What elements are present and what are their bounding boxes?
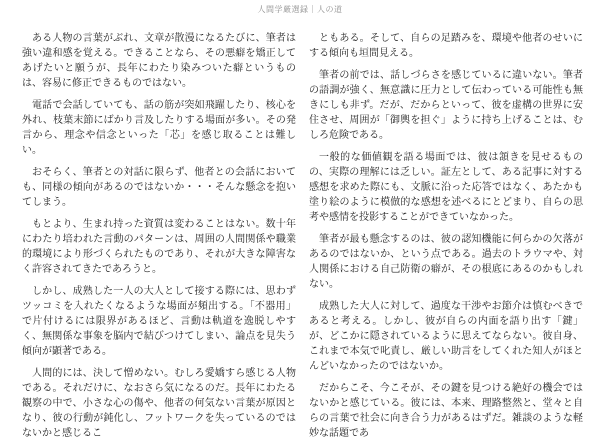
paragraph: もとより、生まれ持った資質は変わることはない。数十年にわたり培われた言動のパターンは、周囲の人間関係や職業的環境により形づくられたものであり、それが大きな障害なく許容されてきたであろうと。 [22, 219, 296, 275]
paragraph: だからこそ、今こそが、その鍵を見つける絶好の機会ではないかと感じている。彼には、本来、理路整然と、堂々と自らの言葉で社会に向き合う力があるはずだ。雑談のような軽妙な話題であ [309, 383, 583, 439]
paragraph: ともある。そして、自らの足踏みを、環境や他者のせいにする傾向も垣間見える。 [309, 33, 583, 59]
paragraph: ある人物の言葉がぶれ、文章が散漫になるたびに、筆者は強い違和感を覚える。できることなら、その悪癖を矯正してあげたいと願うが、長年にわたり染みついた癖というものは、容易に修正できるものではない。 [22, 33, 296, 89]
paragraph: しかし、成熟した一人の大人として接する際には、思わずツッコミを入れたくなるような場面が頻出する。「不器用」で片付けるには限界があるほど、言動は軌道を逸脱しやすく、無関係な事象を脳内で結びつけてしまい、論点を見失う傾向が顕著である。 [22, 286, 296, 357]
paragraph: 一般的な価値観を語る場面では、彼は頷きを見せるものの、実際の理解には乏しい。証左として、ある記事に対する感想を求めた際にも、文脈に沿った応答ではなく、あたかも塗り絵のように模倣的な感想を述べるにとどまり、自らの思考や感情を投影することができていなかった。 [309, 152, 583, 223]
page-title: 人間学厳選録｜人の道 [257, 5, 343, 14]
paragraph: 電話で会話していても、話の筋が突如飛躍したり、核心を外れ、枝葉末節にばかり言及したりする場面が多い。その発言から、理念や信念といった「芯」を感じ取ることは難しい。 [22, 100, 296, 156]
paragraph: おそらく、筆者との対話に限らず、他者との会話においても、同様の傾向があるのではないか・・・そんな懸念を抱いてしまう。 [22, 167, 296, 208]
left-column [22, 31, 296, 441]
page-header [0, 0, 600, 16]
paragraph: 成熟した大人に対して、過度な干渉やお節介は慎むべきであると考える。しかし、彼が自らの内面を語り出す「鍵」が、どこかに隠されているように思えてならない。彼自身、これまで本気で叱責し、厳しい助言をしてくれた知人がほとんどいなかったのではないか。 [309, 301, 583, 372]
paragraph: 筆者の前では、話しづらさを感じているに違いない。筆者の語調が強く、無意識に圧力として伝わっている可能性も無きにしも非ず。だが、だからといって、彼を虚構の世界に安住させ、周囲が「御輿を担ぐ」ように持ち上げることは、むしろ危険である。 [309, 70, 583, 141]
paragraph: 筆者が最も懸念するのは、彼の認知機能に何らかの欠落があるのではないか、という点である。過去のトラウマや、対人関係における自己防衛の癖が、その根底にあるのかもしれない。 [309, 234, 583, 290]
right-column [309, 31, 583, 441]
paragraph: 人間的には、決して憎めない。むしろ愛嬌すら感じる人物である。それだけに、なおさら気になるのだ。長年にわたる観察の中で、小さな心の傷や、他者の何気ない言葉が原因となり、彼の行動が鈍化し、フットワークを失っているのではないかと感じるこ [22, 368, 296, 439]
document-body [0, 16, 600, 441]
